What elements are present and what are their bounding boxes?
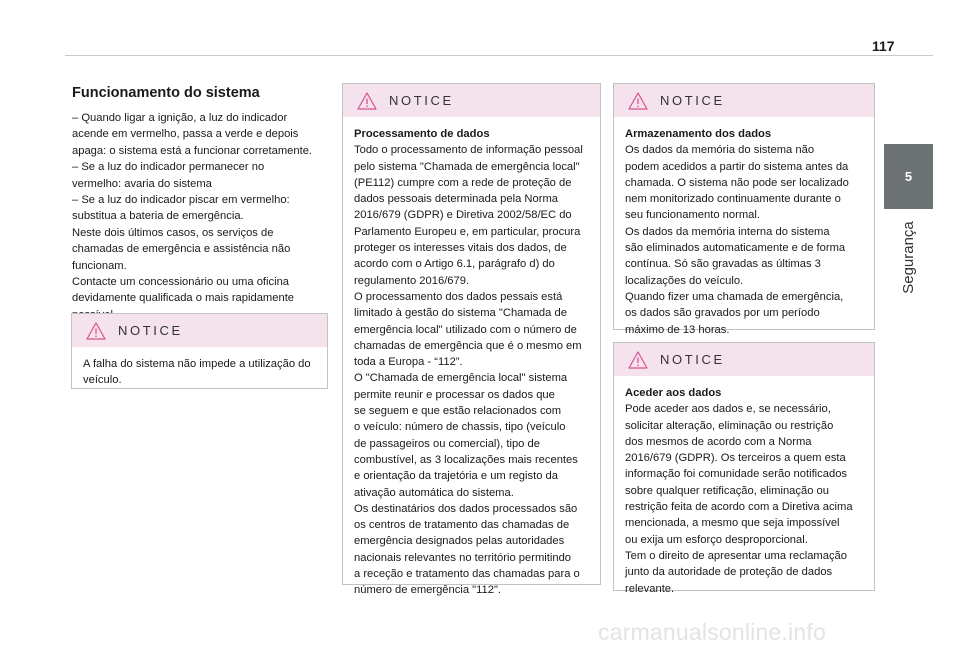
- notice-body: [72, 347, 327, 397]
- notice-line: máximo de 13 horas.: [625, 323, 730, 336]
- body-line: Neste dois últimos casos, os serviços de: [72, 226, 274, 239]
- notice-line: e orientação da trajetória e um registo da: [354, 470, 558, 483]
- notice-title: NOTICE: [660, 93, 725, 108]
- notice-line: 2016/679 (GDPR). Os terceiros a quem esta: [625, 452, 846, 465]
- notice-header: [343, 84, 600, 117]
- body-line: chamadas de emergência e assistência não: [72, 243, 291, 256]
- body-line: – Se a luz do indicador piscar em vermelho:: [72, 194, 290, 207]
- notice-line: O processamento dos dados pessais está: [354, 290, 563, 303]
- page-number: 117: [872, 38, 895, 54]
- notice-line: O "Chamada de emergência local" sistema: [354, 372, 568, 385]
- body-line: apaga: o sistema está a funcionar corretamente.: [72, 144, 313, 157]
- notice-line: mencionada, a mesmo que seja impossível: [625, 517, 840, 530]
- notice-line: Os destinatários dos dados processados são: [354, 502, 578, 515]
- chapter-tab[interactable]: [884, 144, 933, 209]
- notice-line: são eliminados automaticamente e de forma: [625, 242, 846, 255]
- notice-line: dos mesmos de acordo com a Norma: [625, 435, 812, 448]
- notice-box-data-processing: [342, 83, 601, 597]
- chapter-label-container: [892, 210, 924, 304]
- notice-line: toda a Europa - “112”.: [354, 356, 463, 369]
- notice-title: NOTICE: [389, 93, 454, 108]
- notice-line: restrição feita de acordo com a Diretiva acima: [625, 501, 853, 514]
- notice-line: emergência local" utilizado com o número de: [354, 323, 577, 336]
- notice-line: emergência designados pelas autoridades: [354, 535, 565, 548]
- notice-line: seu funcionamento normal.: [625, 209, 760, 222]
- notice-title: NOTICE: [118, 323, 183, 338]
- notice-line: a receção e tratamento das chamadas para o: [354, 568, 580, 581]
- body-line: funcionam.: [72, 259, 127, 272]
- notice-line: ativação automática do sistema.: [354, 486, 514, 499]
- notice-line: contínua. Só são gravadas as últimas 3: [625, 258, 821, 271]
- section-body: [72, 110, 326, 323]
- notice-line: Quando fizer uma chamada de emergência,: [625, 290, 844, 303]
- notice-line: de passageiros ou comercial), tipo de: [354, 437, 540, 450]
- notice-line: chamadas de emergência que é o mesmo em: [354, 339, 582, 352]
- notice-line: limitado à gestão do sistema "Chamada de: [354, 307, 567, 320]
- notice-line: solicitar alteração, eliminação ou restrição: [625, 419, 834, 432]
- body-line: acende em vermelho, passa a verde e depois: [72, 128, 299, 141]
- notice-line: Tem o direito de apresentar uma reclamação: [625, 549, 847, 562]
- notice-body: [614, 117, 874, 346]
- notice-line: A falha do sistema não impede a utilização do: [83, 358, 311, 370]
- notice-line: Pode aceder aos dados e, se necessário,: [625, 403, 831, 416]
- chapter-label: Segurança: [899, 220, 917, 294]
- chapter-number: 5: [904, 169, 913, 184]
- notice-body: [614, 376, 874, 605]
- body-line: devidamente qualificada o mais rapidamente: [72, 292, 295, 305]
- header-divider: [65, 55, 933, 56]
- notice-box-data-storage: [613, 83, 875, 336]
- notice-line: os dados são gravados por um período: [625, 307, 820, 320]
- notice-line: informação foi comunidade serão notificados: [625, 468, 848, 481]
- notice-title: NOTICE: [660, 352, 725, 367]
- notice-line: relevante.: [625, 582, 675, 595]
- notice-body: [343, 117, 600, 607]
- notice-box-system-failure: [71, 313, 328, 389]
- notice-subtitle: Aceder aos dados: [625, 387, 722, 399]
- notice-line: podem acedidos a partir do sistema antes da: [625, 160, 849, 173]
- body-line: – Se a luz do indicador permanecer no: [72, 161, 265, 174]
- notice-line: veículo.: [83, 374, 122, 387]
- notice-line: nacionais relevantes no território permitindo: [354, 551, 572, 564]
- notice-subtitle: Processamento de dados: [354, 128, 490, 140]
- notice-line: Parlamento Europeu e, em particular, procura: [354, 225, 581, 238]
- warning-triangle-icon: [628, 92, 648, 110]
- notice-line: combustível, as 3 localizações mais recentes: [354, 453, 578, 466]
- notice-line: (PE112) cumpre com a rede de proteção de: [354, 176, 572, 189]
- warning-triangle-icon: [86, 322, 106, 340]
- notice-line: se seguem e que estão relacionados com: [354, 405, 562, 418]
- notice-line: Todo o processamento de informação pessoal: [354, 144, 583, 157]
- notice-line: o veículo: número de chassis, tipo (veículo: [354, 421, 566, 434]
- body-line: vermelho: avaria do sistema: [72, 177, 212, 190]
- notice-header: [614, 84, 874, 117]
- notice-header: [72, 314, 327, 347]
- notice-line: os centros de tratamento das chamadas de: [354, 519, 570, 532]
- notice-header: [614, 343, 874, 376]
- notice-line: acordo com o Artigo 6.1, parágrafo d) do: [354, 258, 555, 271]
- warning-triangle-icon: [628, 351, 648, 369]
- body-line: – Quando ligar a ignição, a luz do indicador: [72, 112, 288, 124]
- notice-line: ou exija um esforço desproporcional.: [625, 533, 808, 546]
- notice-line: número de emergência "112".: [354, 584, 502, 597]
- notice-box-data-access: [613, 342, 875, 595]
- notice-line: Os dados da memória do sistema não: [625, 144, 815, 157]
- notice-line: localizações do veículo.: [625, 274, 744, 287]
- notice-line: Os dados da memória interna do sistema: [625, 225, 830, 238]
- body-line: substitua a bateria de emergência.: [72, 210, 244, 223]
- notice-line: sobre qualquer retificação, eliminação ou: [625, 484, 829, 497]
- system-operation-section: [72, 84, 326, 323]
- notice-line: chamada. O sistema não pode ser localizado: [625, 176, 849, 189]
- watermark-logo[interactable]: carmanualsonline.info: [598, 619, 826, 645]
- notice-line: dados pessoais determinada pela Norma: [354, 193, 558, 206]
- section-title: Funcionamento do sistema: [72, 85, 260, 101]
- warning-triangle-icon: [357, 92, 377, 110]
- notice-line: regulamento 2016/679.: [354, 274, 470, 287]
- body-line: Contacte um concessionário ou uma oficina: [72, 276, 290, 289]
- notice-subtitle: Armazenamento dos dados: [625, 128, 772, 140]
- notice-line: proteger os interesses vitais dos dados, de: [354, 242, 567, 255]
- notice-line: junto da autoridade de proteção de dados: [625, 566, 833, 579]
- notice-line: 2016/679 (GDPR) e Diretiva 2002/58/EC do: [354, 209, 572, 222]
- notice-line: permite reunir e processar os dados que: [354, 388, 555, 401]
- notice-line: pelo sistema "Chamada de emergência local": [354, 160, 580, 173]
- notice-line: nem monitorizado continuamente durante o: [625, 193, 841, 206]
